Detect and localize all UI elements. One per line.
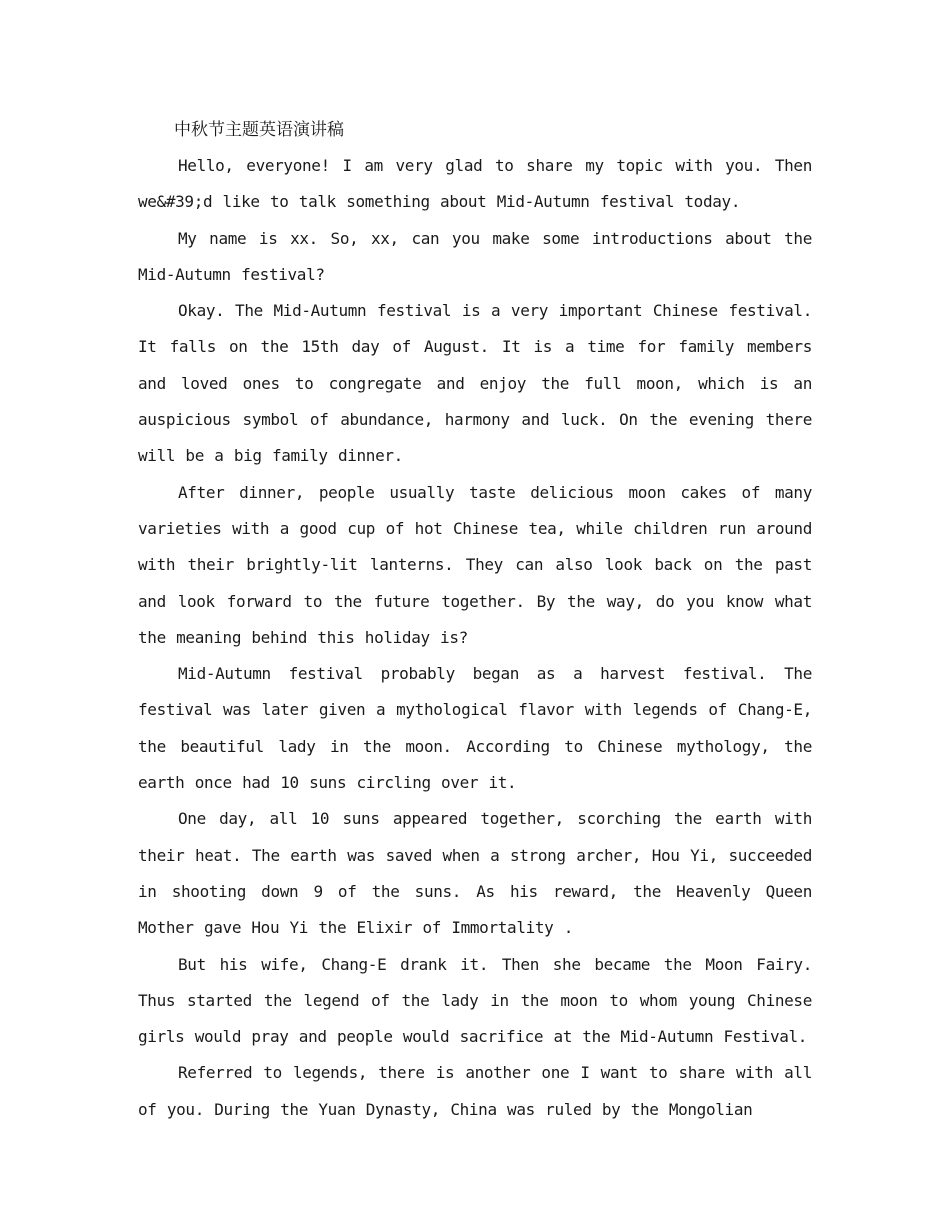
- paragraph-harvest-origin: Mid-Autumn festival probably began as a harvest festival. The festival was later given a mythological flavor with legends of Chang-E, the beautiful lady in the moon. According to Chinese mythology, the earth once had 10 suns circling over it.: [138, 664, 812, 793]
- paragraph-after-dinner: After dinner, people usually taste delicious moon cakes of many varieties with a good cup of hot Chinese tea, while children run around with their brightly-lit lanterns. They can also look back on the past and look forward to the future together. By the way, do you know what the meaning behind this holiday is?: [138, 482, 812, 647]
- document-body: [138, 112, 812, 1128]
- paragraph-festival-overview: Okay. The Mid-Autumn festival is a very important Chinese festival. It falls on the 15th day of August. It is a time for family members and loved ones to congregate and enjoy the full moon, which is an auspicious symbol of abundance, harmony and luck. On the evening there will be a big family dinner.: [138, 301, 812, 466]
- paragraph-greeting: Hello, everyone! I am very glad to share my topic with you. Then we&#39;d like to talk something about Mid-Autumn festival today.: [138, 156, 812, 212]
- document-title: 中秋节主题英语演讲稿: [174, 120, 344, 140]
- paragraph-introduction-request: My name is xx. So, xx, can you make some introductions about the Mid-Autumn festival?: [138, 228, 812, 284]
- paragraph-yuan-dynasty: Referred to legends, there is another one I want to share with all of you. During the Yuan Dynasty, China was ruled by the Mongolian: [138, 1063, 812, 1119]
- paragraph-ten-suns: One day, all 10 suns appeared together, scorching the earth with their heat. The earth was saved when a strong archer, Hou Yi, succeeded in shooting down 9 of the suns. As his reward, the Heavenly Queen Mother gave Hou Yi the Elixir of Immortality .: [138, 809, 812, 938]
- paragraph-chang-e: But his wife, Chang-E drank it. Then she became the Moon Fairy. Thus started the legend of the lady in the moon to whom young Chinese girls would pray and people would sacrifice at the Mid-Autumn Festival.: [138, 954, 812, 1047]
